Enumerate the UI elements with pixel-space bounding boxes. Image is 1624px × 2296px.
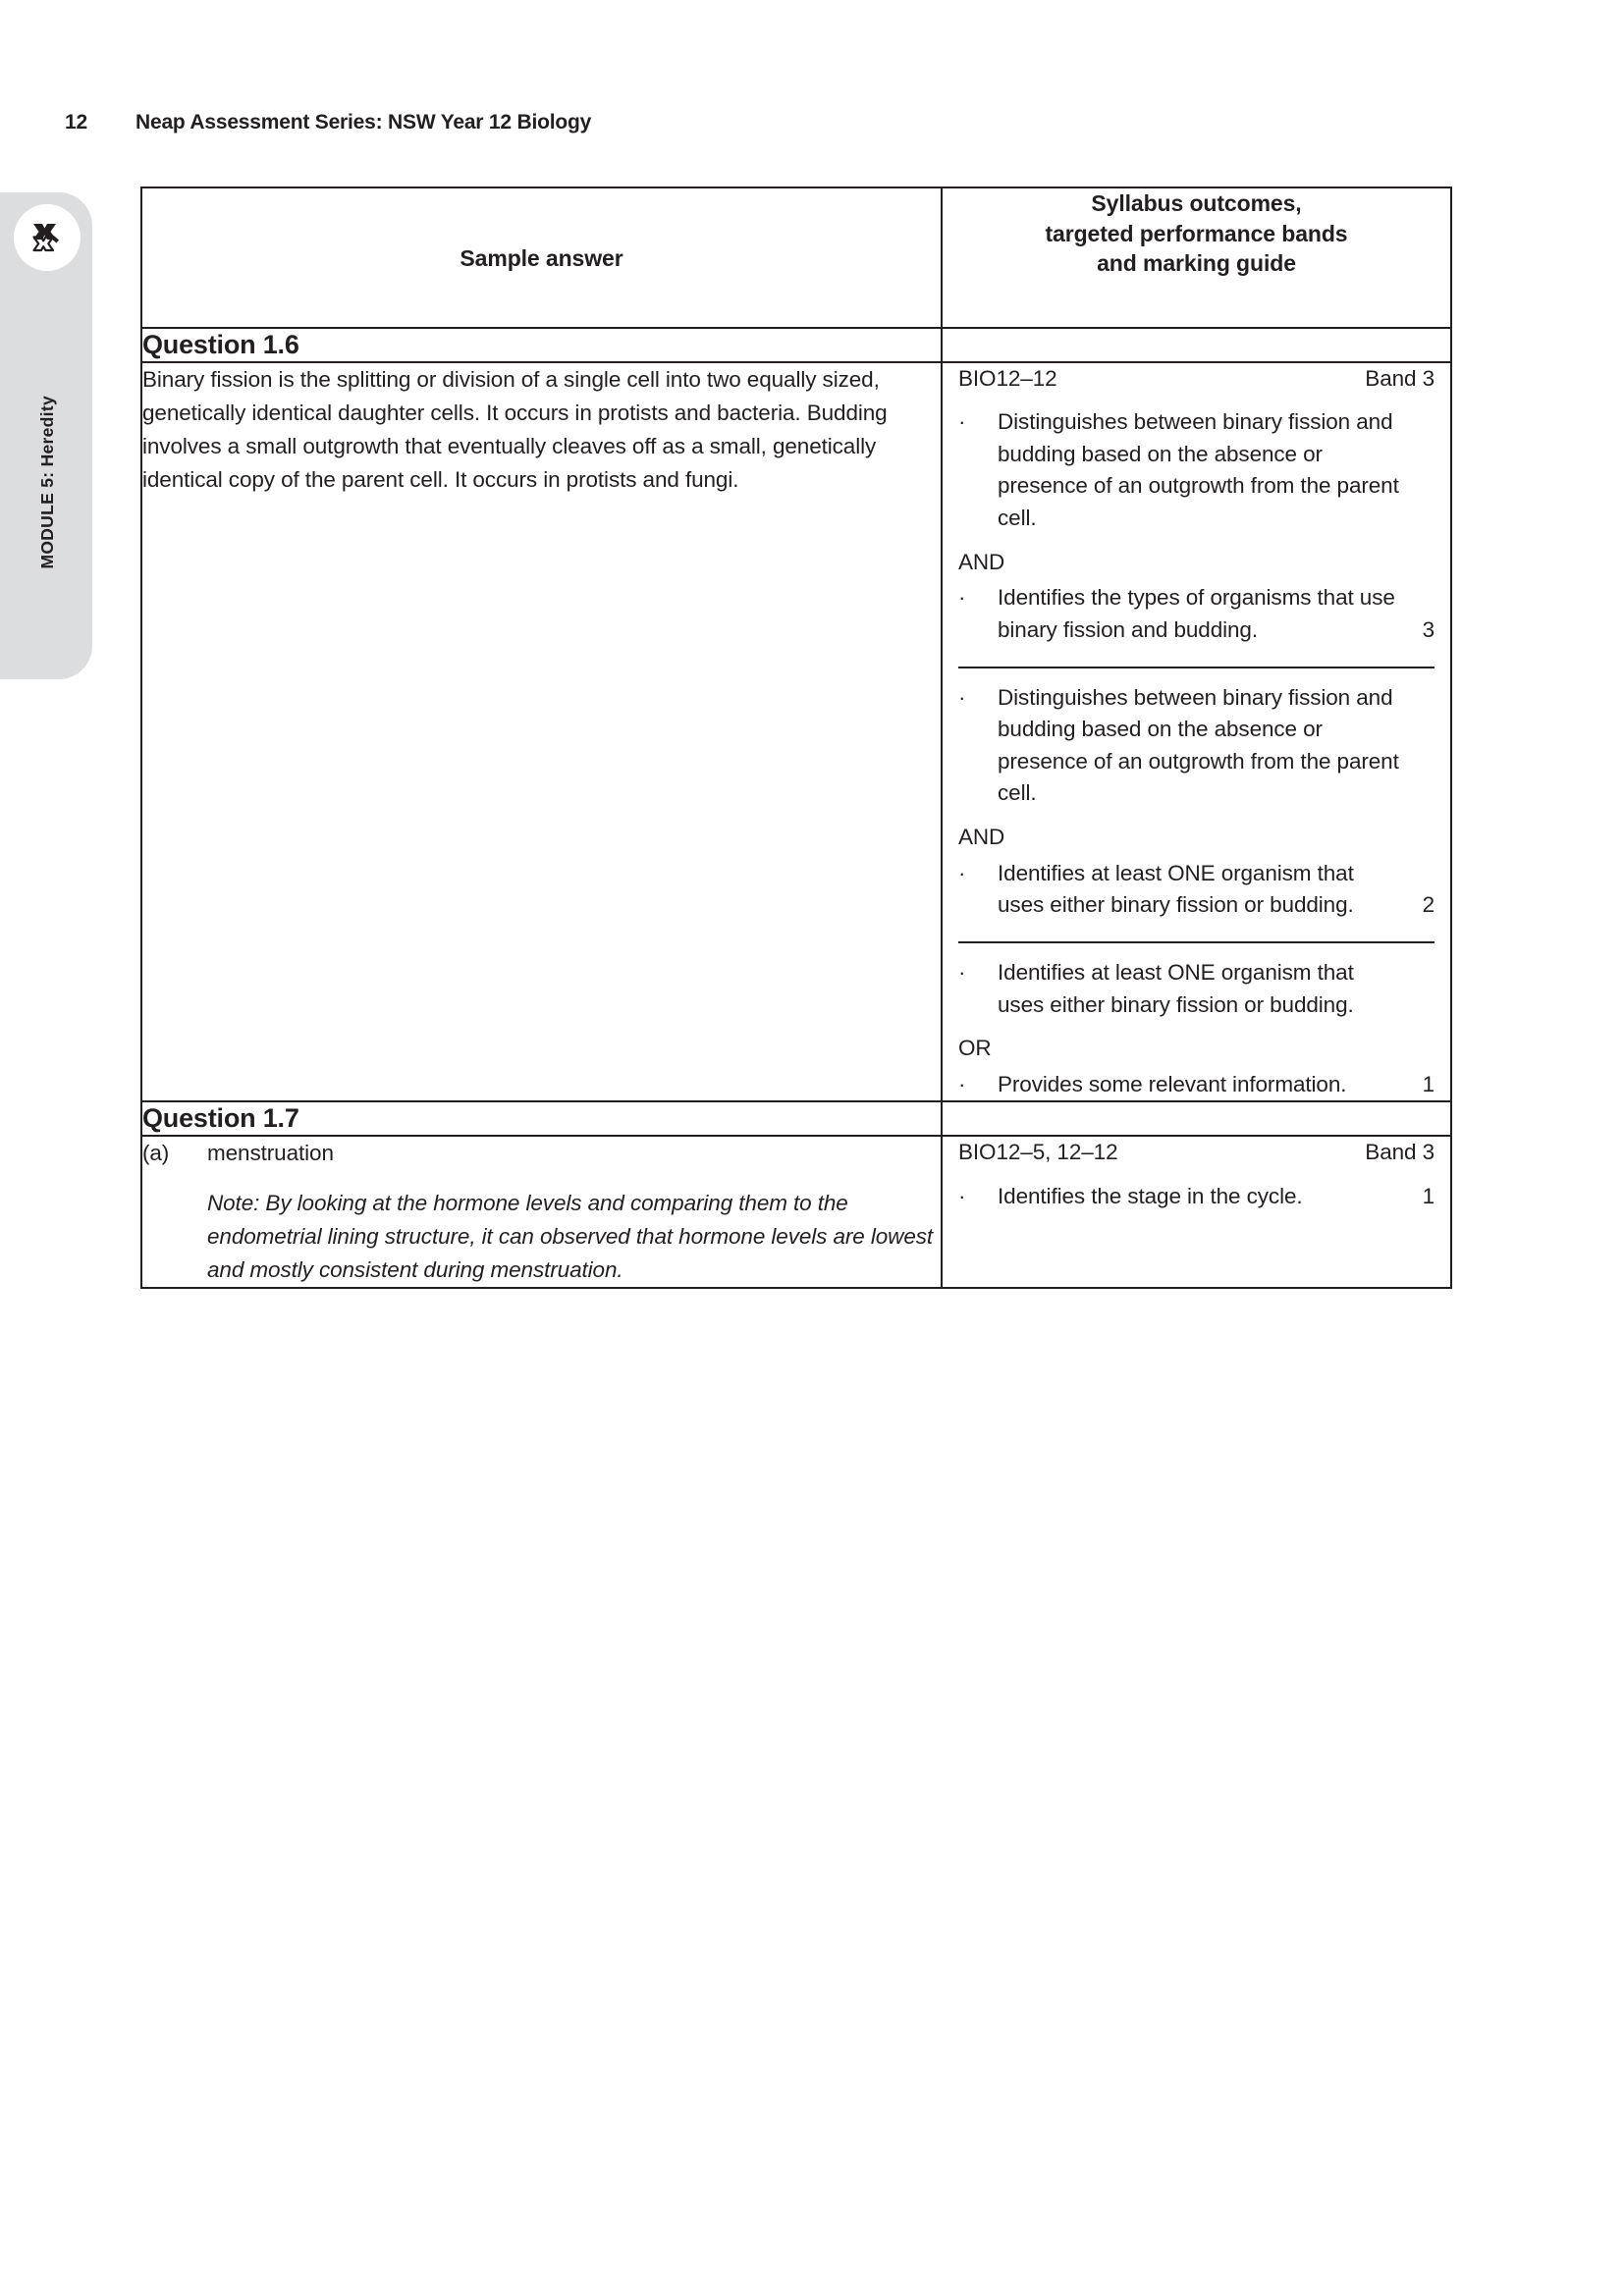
marking-band-block: [943, 363, 1450, 647]
bullet-icon: ·: [958, 959, 966, 985]
question-heading-cell: [141, 328, 942, 362]
question-content-row: [141, 1136, 1451, 1288]
criterion-row: [958, 406, 1435, 535]
band-divider: [958, 667, 1435, 668]
criterion-text: Identifies the types of organisms that use binary fission and budding.: [998, 585, 1395, 642]
criterion-mark: 1: [1422, 1071, 1435, 1096]
table-header-row: [141, 187, 1451, 328]
part-body: [207, 1137, 941, 1287]
bullet-icon: ·: [958, 860, 966, 885]
bullet-icon: ·: [958, 1071, 966, 1096]
question-heading-blank-cell: [942, 1101, 1451, 1136]
sample-answer-cell: [141, 362, 942, 1102]
criterion-mark: 1: [1422, 1183, 1435, 1208]
column-header-line-3: and marking guide: [1097, 250, 1296, 277]
part-letter: (a): [142, 1141, 170, 1166]
marking-guide-cell: [942, 362, 1451, 1102]
marking-band-block: [943, 682, 1450, 922]
marking-guide-cell: [942, 1136, 1451, 1288]
question-heading-row: [141, 328, 1451, 362]
module-tab: [0, 192, 92, 679]
bullet-icon: ·: [958, 585, 966, 611]
part-note-text: Note: By looking at the hormone levels and comparing them to the endometrial lining structure, it can observed that hormone levels are lowest and mostly consistent during menstruation.: [207, 1190, 934, 1282]
marking-guide-table: [140, 187, 1452, 1289]
criterion-text: Provides some relevant information.: [998, 1071, 1347, 1096]
answer-part: [142, 1137, 941, 1287]
sample-answer-cell: [141, 1136, 942, 1288]
column-header-line-1: Syllabus outcomes,: [1091, 190, 1302, 216]
criterion-row: [958, 858, 1435, 922]
question-heading: Question 1.6: [142, 329, 299, 359]
criterion-conjunction: AND: [958, 549, 1005, 574]
chromosome-icon: [14, 204, 81, 271]
question-heading-row: [141, 1101, 1451, 1136]
bullet-icon: ·: [958, 1183, 966, 1208]
question-content-row: [141, 362, 1451, 1102]
criterion-row: [958, 957, 1435, 1021]
syllabus-outcome-code: BIO12–5, 12–12: [958, 1140, 1118, 1165]
question-heading-cell: [141, 1101, 942, 1136]
bullet-icon: ·: [958, 684, 966, 710]
page-number: 12: [65, 111, 87, 133]
criterion-text: Identifies the stage in the cycle.: [998, 1183, 1303, 1208]
part-answer-text: menstruation: [207, 1141, 334, 1166]
criterion-text: Distinguishes between binary fission and budding based on the absence or presence of an outgrowth from the parent cell.: [998, 409, 1399, 531]
column-header-syllabus-outcomes: [942, 187, 1451, 328]
column-header-sample-answer: Sample answer: [141, 187, 942, 328]
syllabus-outcome-code: BIO12–12: [958, 365, 1057, 391]
criterion-conjunction: AND: [958, 825, 1005, 850]
sample-answer-text: Binary fission is the splitting or division of a single cell into two equally sized, genetically identical daughter cells. It occurs in protists and bacteria. Budding involves a small outgrowth that eventually cleaves off as a small, genetically identical copy of the parent cell. It occurs in protists and fungi.: [142, 366, 888, 493]
question-heading: Question 1.7: [142, 1103, 299, 1134]
marking-band-block: [943, 1137, 1450, 1212]
bullet-icon: ·: [958, 409, 966, 435]
outcome-topline: [958, 1137, 1435, 1169]
module-tab-label-wrap: [22, 300, 73, 664]
criterion-text: Distinguishes between binary fission and budding based on the absence or presence of an outgrowth from the parent cell.: [998, 684, 1399, 806]
outcome-topline: [958, 363, 1435, 396]
criterion-row: [958, 682, 1435, 811]
criterion-mark: 2: [1422, 892, 1435, 918]
performance-band: Band 3: [1365, 365, 1435, 391]
column-header-line-2: targeted performance bands: [1045, 220, 1348, 246]
marking-band-block: [943, 957, 1450, 1101]
page-title: Neap Assessment Series: NSW Year 12 Biology: [135, 111, 592, 133]
question-heading-blank-cell: [942, 328, 1451, 362]
page-header: [0, 103, 1624, 142]
module-tab-label: MODULE 5: Heredity: [36, 395, 57, 569]
band-divider: [958, 941, 1435, 943]
criterion-mark: 3: [1422, 616, 1435, 642]
criterion-text: Identifies at least ONE organism that uses either binary fission or budding.: [998, 860, 1354, 918]
criterion-row: [958, 1181, 1435, 1213]
criterion-text: Identifies at least ONE organism that uses either binary fission or budding.: [998, 959, 1354, 1017]
criterion-conjunction: OR: [958, 1036, 992, 1061]
criterion-row: [958, 582, 1435, 646]
criterion-row: [958, 1069, 1435, 1101]
performance-band: Band 3: [1365, 1140, 1435, 1165]
